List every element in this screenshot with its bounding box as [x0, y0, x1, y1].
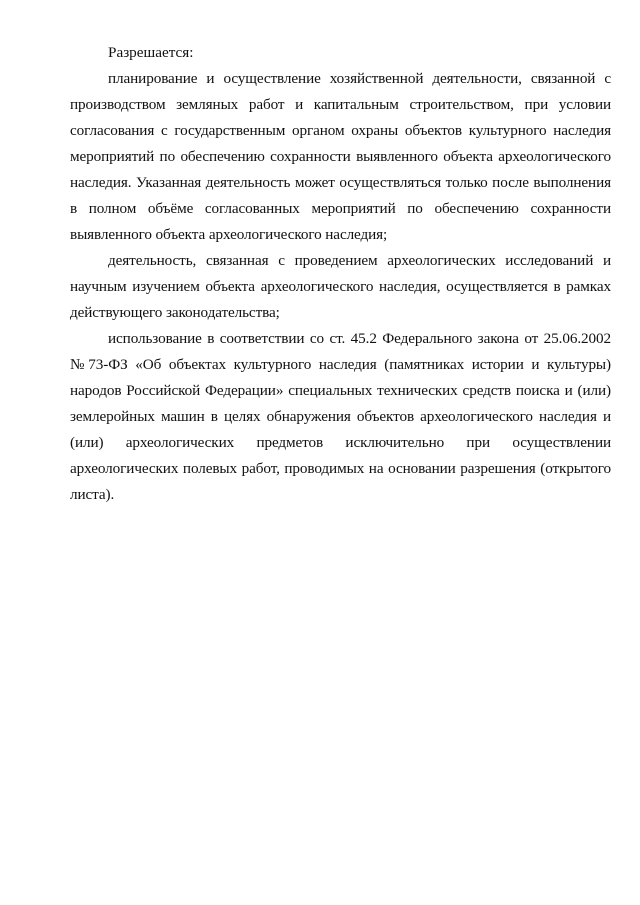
section-heading: Разрешается:: [108, 44, 194, 61]
paragraph-archaeological-research: деятельность, связанная с проведением археологических исследований и научным изучением объекта археологического наследия, осуществляется в рамках действующего законодательства;: [70, 252, 611, 321]
paragraph-technical-means: использование в соответствии со ст. 45.2 Федерального закона от 25.06.2002 №73-ФЗ «Об объектах культурного наследия (памятниках истории и культуры) народов Российской Федерации» специальных технических средств поиска и (или) землеройных машин в целях обнаружения объектов археологического наследия и (или) археологических предметов исключительно при осуществлении археологических полевых работ, проводимых на основании разрешения (открытого листа).: [70, 330, 611, 503]
document-body: [70, 40, 611, 508]
paragraph-economic-activity: планирование и осуществление хозяйственной деятельности, связанной с производством земляных работ и капитальным строительством, при условии согласования с государственным органом охраны объектов культурного наследия мероприятий по обеспечению сохранности выявленного объекта археологического наследия. Указанная деятельность может осуществляться только после выполнения в полном объёме согласованных мероприятий по обеспечению сохранности выявленного объекта археологического наследия;: [70, 70, 611, 243]
